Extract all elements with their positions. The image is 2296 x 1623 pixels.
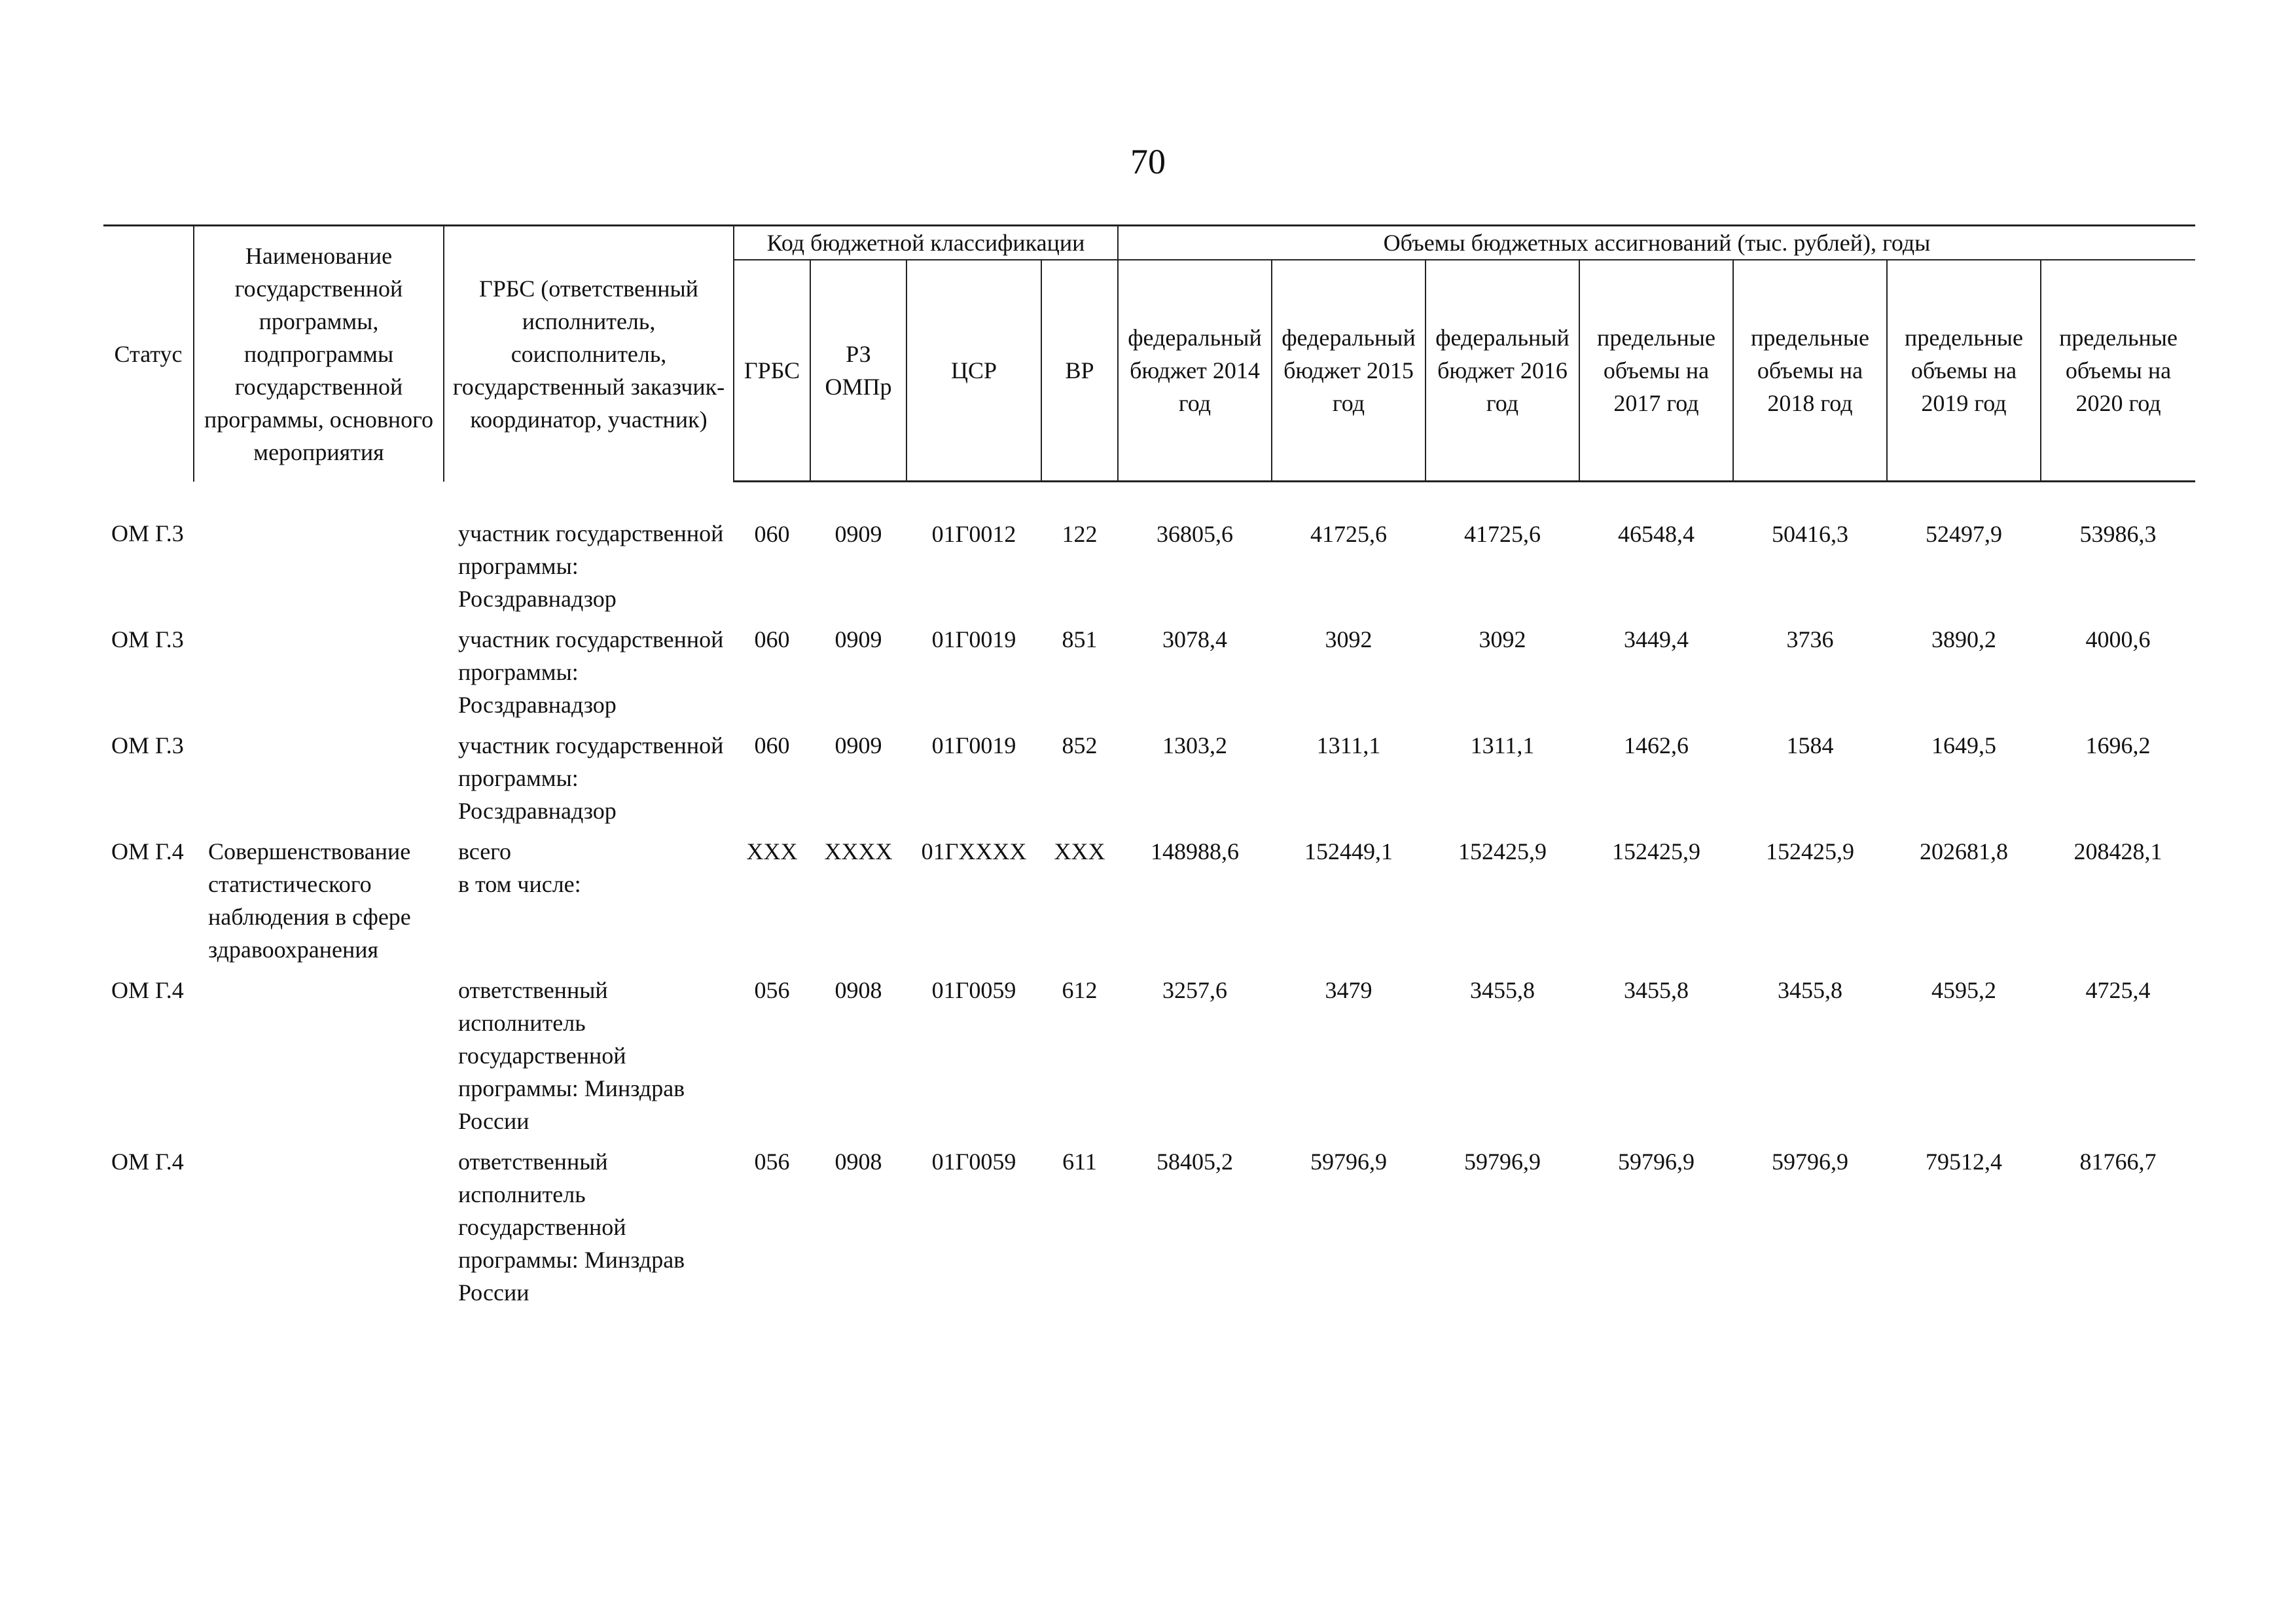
cell-2015: 3479 — [1325, 976, 1372, 1003]
cell-status: ОМ Г.4 — [111, 838, 184, 865]
cell-csr: 01Г0059 — [931, 976, 1016, 1003]
cell-program-name: Совершенствование статистического наблюдения в сфере здравоохранения — [208, 838, 411, 963]
cell-grbs: 056 — [754, 976, 790, 1003]
cell-2018: 59796,9 — [1772, 1148, 1848, 1175]
cell-vr: 611 — [1062, 1148, 1097, 1175]
cell-program-name — [194, 1145, 444, 1317]
cell-grbs-description: участник государственной программы: Росздравнадзор — [458, 520, 724, 612]
cell-csr: 01Г0019 — [931, 626, 1016, 652]
cell-2017: 46548,4 — [1618, 521, 1695, 547]
cell-vr: 851 — [1062, 626, 1098, 652]
page-number: 70 — [1130, 142, 1166, 181]
cell-2016: 59796,9 — [1464, 1148, 1541, 1175]
cell-2020: 81766,7 — [2079, 1148, 2157, 1175]
cell-2014: 148988,6 — [1151, 838, 1239, 865]
header-2014: федеральный бюджет 2014 год — [1118, 260, 1272, 482]
cell-vr: XXX — [1054, 838, 1105, 865]
cell-2018: 152425,9 — [1766, 838, 1854, 865]
table-row — [103, 835, 2195, 974]
cell-2018: 50416,3 — [1772, 521, 1848, 547]
cell-2016: 3092 — [1479, 626, 1526, 652]
header-budget-volume-group: Объемы бюджетных ассигнований (тыс. рублей), годы — [1118, 226, 2195, 260]
cell-2014: 3078,4 — [1162, 626, 1227, 652]
cell-grbs-description: всего в том числе: — [458, 838, 581, 897]
cell-rz-ompr: 0909 — [834, 521, 882, 547]
table-row — [103, 974, 2195, 1145]
cell-2014: 1303,2 — [1162, 732, 1227, 758]
header-grbs-description: ГРБС (ответственный исполнитель, соисполнитель, государственный заказчик-координатор, участник) — [444, 226, 734, 482]
cell-2015: 59796,9 — [1310, 1148, 1387, 1175]
budget-table — [103, 224, 2195, 1317]
header-2015: федеральный бюджет 2015 год — [1272, 260, 1426, 482]
header-rz-ompr: РЗ ОМПр — [810, 260, 906, 482]
cell-2014: 3257,6 — [1162, 976, 1227, 1003]
cell-program-name — [194, 729, 444, 835]
cell-2016: 41725,6 — [1464, 521, 1541, 547]
cell-2019: 79512,4 — [1926, 1148, 2002, 1175]
cell-program-name — [194, 482, 444, 623]
cell-rz-ompr: XXXX — [824, 838, 893, 865]
cell-2020: 1696,2 — [2085, 732, 2151, 758]
cell-2020: 4000,6 — [2085, 626, 2151, 652]
cell-2017: 59796,9 — [1618, 1148, 1695, 1175]
header-vr: ВР — [1041, 260, 1118, 482]
cell-2015: 152449,1 — [1304, 838, 1393, 865]
cell-2016: 3455,8 — [1470, 976, 1535, 1003]
cell-2016: 1311,1 — [1470, 732, 1535, 758]
cell-status: ОМ Г.4 — [111, 1148, 184, 1175]
cell-grbs-description: ответственный исполнитель государственной программы: Минздрав России — [458, 976, 685, 1134]
cell-status: ОМ Г.4 — [111, 976, 184, 1003]
cell-status: ОМ Г.3 — [111, 626, 184, 652]
cell-2020: 4725,4 — [2085, 976, 2151, 1003]
cell-2014: 58405,2 — [1157, 1148, 1233, 1175]
cell-2020: 208428,1 — [2073, 838, 2162, 865]
header-csr: ЦСР — [906, 260, 1041, 482]
cell-grbs-description: участник государственной программы: Росздравнадзор — [458, 732, 724, 824]
cell-2015: 3092 — [1325, 626, 1372, 652]
cell-csr: 01Г0059 — [931, 1148, 1016, 1175]
header-status: Статус — [103, 226, 194, 482]
cell-2019: 52497,9 — [1926, 521, 2002, 547]
cell-status: ОМ Г.3 — [111, 732, 184, 758]
cell-vr: 612 — [1062, 976, 1098, 1003]
cell-rz-ompr: 0908 — [834, 976, 882, 1003]
cell-grbs-description: ответственный исполнитель государственной программы: Минздрав России — [458, 1148, 685, 1306]
cell-grbs: 060 — [754, 626, 790, 652]
header-2016: федеральный бюджет 2016 год — [1426, 260, 1579, 482]
cell-2018: 3736 — [1786, 626, 1834, 652]
header-2019: предельные объемы на 2019 год — [1887, 260, 2041, 482]
cell-2015: 1311,1 — [1316, 732, 1381, 758]
cell-2019: 3890,2 — [1931, 626, 1996, 652]
table-row — [103, 729, 2195, 835]
cell-grbs: XXX — [746, 838, 798, 865]
cell-grbs-description: участник государственной программы: Росздравнадзор — [458, 626, 724, 718]
cell-status: ОМ Г.3 — [111, 520, 184, 546]
cell-rz-ompr: 0909 — [834, 732, 882, 758]
cell-2019: 4595,2 — [1931, 976, 1996, 1003]
cell-2017: 152425,9 — [1612, 838, 1700, 865]
cell-2016: 152425,9 — [1458, 838, 1547, 865]
cell-2018: 3455,8 — [1778, 976, 1842, 1003]
cell-csr: 01Г0012 — [931, 521, 1016, 547]
cell-2020: 53986,3 — [2079, 521, 2157, 547]
header-2018: предельные объемы на 2018 год — [1733, 260, 1887, 482]
header-program-name: Наименование государственной программы, подпрограммы государственной программы, основного мероприятия — [194, 226, 444, 482]
table-row — [103, 482, 2195, 623]
table-row — [103, 1145, 2195, 1317]
cell-2019: 1649,5 — [1931, 732, 1996, 758]
cell-program-name — [194, 974, 444, 1145]
cell-vr: 122 — [1062, 521, 1098, 547]
cell-csr: 01ГXXXX — [921, 838, 1027, 865]
cell-grbs: 060 — [754, 732, 790, 758]
cell-2017: 3455,8 — [1624, 976, 1689, 1003]
cell-2019: 202681,8 — [1920, 838, 2008, 865]
cell-2017: 3449,4 — [1624, 626, 1689, 652]
cell-csr: 01Г0019 — [931, 732, 1016, 758]
cell-2014: 36805,6 — [1157, 521, 1233, 547]
cell-2018: 1584 — [1786, 732, 1834, 758]
header-grbs: ГРБС — [734, 260, 810, 482]
cell-rz-ompr: 0908 — [834, 1148, 882, 1175]
cell-program-name — [194, 623, 444, 729]
header-2020: предельные объемы на 2020 год — [2041, 260, 2195, 482]
cell-vr: 852 — [1062, 732, 1098, 758]
cell-2015: 41725,6 — [1310, 521, 1387, 547]
cell-grbs: 060 — [754, 521, 790, 547]
header-2017: предельные объемы на 2017 год — [1579, 260, 1733, 482]
header-budget-code-group: Код бюджетной классификации — [734, 226, 1118, 260]
cell-rz-ompr: 0909 — [834, 626, 882, 652]
cell-2017: 1462,6 — [1624, 732, 1689, 758]
table-row — [103, 623, 2195, 729]
cell-grbs: 056 — [754, 1148, 790, 1175]
